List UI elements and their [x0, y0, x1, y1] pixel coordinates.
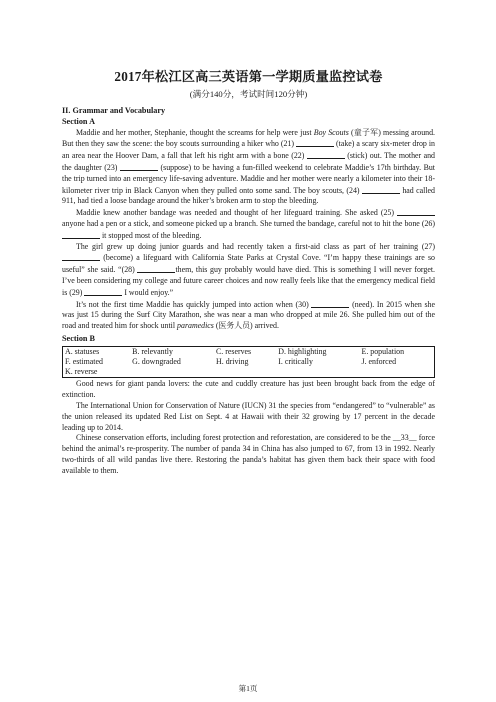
word-option: G. downgraded: [132, 356, 181, 366]
page-number: 第1页: [238, 684, 258, 693]
word-option: H. driving: [216, 356, 249, 366]
section-b-paragraph-3: [62, 433, 435, 476]
word-bank-row: [63, 357, 435, 367]
word-option: [360, 367, 435, 378]
text: (stick) out. The mother and the daughter (23): [62, 151, 435, 172]
answer-blank-22[interactable]: [307, 150, 345, 159]
text: in China has also jumped to 67, from 13 in 1992. Nearly two-thirds of all wild pandas live there. Restoring the panda’s habitat has given them back their space with food available to them.: [62, 444, 436, 475]
answer-blank-21[interactable]: [296, 138, 334, 147]
section-a-paragraph-1: [62, 128, 435, 208]
word-option: J. enforced: [361, 356, 397, 366]
section-b-heading: Section B: [62, 333, 95, 343]
text: (become) a lifeguard with California State Parks at Crystal Cove. “I’m happy these trainings are so useful” she said. “(28): [62, 253, 435, 275]
text: It’s not the first time Maddie has quickly jumped into action when (30): [76, 299, 312, 309]
word-option: [276, 367, 359, 378]
answer-blank-27[interactable]: [62, 252, 100, 261]
question-number-33[interactable]: __33__: [392, 433, 417, 443]
word-option: I. critically: [278, 356, 313, 366]
section-a-paragraph-4: [62, 299, 435, 332]
word-bank-row: [63, 346, 435, 357]
answer-blank-26[interactable]: [62, 230, 100, 239]
section-a-paragraph-3: [62, 242, 435, 299]
word-option: K. reverse: [65, 367, 98, 377]
word-option: C. reserves: [216, 346, 252, 356]
text: Chinese conservation efforts, including forest protection and reforestation, are considered to be the: [76, 433, 393, 443]
section-b-paragraph-2: [62, 401, 435, 433]
text: (童子军) messing around. But then they saw the scene: the boy scouts surrounding a hiker who (21): [62, 127, 436, 149]
text: (医务人员) arrived.: [213, 321, 279, 331]
exam-subtitle: (满分140分，考试时间120分钟): [189, 89, 308, 99]
italic-term: paramedics: [177, 321, 214, 331]
word-bank-table: [62, 346, 435, 379]
text: The International Union for Conservation of Nature (IUCN): [76, 400, 269, 410]
word-option: [214, 367, 276, 378]
word-option: F. estimated: [65, 356, 103, 366]
section-a-paragraph-2: [62, 207, 435, 241]
text: it stopped most of the bleeding.: [100, 230, 202, 240]
answer-blank-25[interactable]: [397, 207, 435, 216]
word-option: E. population: [361, 346, 405, 356]
text: The girl grew up doing junior guards and had recently taken a first-aid class as part of her training (27): [76, 241, 435, 251]
question-number-32[interactable]: 32: [301, 411, 310, 421]
word-option: B. relevantly: [132, 346, 173, 356]
text: Maddie and her mother, Stephanie, thought the screams for help were just: [76, 127, 314, 137]
text: the species from “endangered” to “vulnerable” as the union released its updated Red List on Sept. 4 at Hawaii with their: [62, 400, 435, 421]
answer-blank-23[interactable]: [120, 162, 158, 171]
question-number-34[interactable]: 34: [242, 444, 251, 454]
page-content: [62, 66, 435, 477]
text: growing by 17 percent in the decade leading up to 2014.: [62, 411, 435, 432]
text: I would enjoy.”: [122, 287, 174, 297]
word-bank-row: [63, 367, 435, 378]
exam-title: 2017年松江区高三英语第一学期质量监控试卷: [114, 69, 383, 84]
text: Maddie knew another bandage was needed and thought of her lifeguard training. She asked (25): [76, 208, 397, 218]
text: (need). In 2015 when she was just 15 during the Surf City Marathon, she was near a man who dropped at mile 26. She pulled him out of the road and treated him for shock until: [62, 299, 435, 331]
question-number-31[interactable]: 31: [268, 400, 277, 410]
answer-blank-30[interactable]: [311, 299, 349, 308]
answer-blank-29[interactable]: [84, 287, 122, 296]
text: (take) a scary six-meter drop in an area near the Hoover Dam, a fall that left his right arm with a bone (22): [62, 139, 435, 161]
part-heading: II. Grammar and Vocabulary: [62, 106, 166, 115]
word-option: A. statuses: [65, 346, 100, 356]
text: anyone had a pen or a stick, and someone picked up a branch. She turned the bandage, careful not to hit the bone (26): [62, 218, 435, 228]
word-option: [130, 367, 214, 378]
word-option: D. highlighting: [278, 346, 327, 356]
text: them, this guy probably would have died. This is something I will never forget. I’ve been considering my college and future career choices and now really feels like that the emergency medical field is (29): [62, 265, 435, 297]
text: force behind the animal’s re-prosperity. The number of panda: [62, 433, 435, 454]
italic-term: Boy Scouts: [313, 127, 349, 137]
text: had called 911, had tied a loose bandage around the hiker’s broken arm to stop the bleeding.: [62, 185, 435, 206]
section-b-paragraph-1: Good news for giant panda lovers: the cute and cuddly creature has just been brought back from the edge of extinction.: [62, 379, 435, 400]
answer-blank-28[interactable]: [137, 264, 175, 273]
text: (suppose) to be having a fun-filled weekend to celebrate Maddie’s 17th birthday. But the trip turned into an emergency life-saving adventure. Maddie and her mother were nearly a kilometer into their 18-kilometer river trip in Black Canyon when they pulled onto some sand. The boy scouts, (24): [62, 162, 435, 195]
section-a-heading: Section A: [62, 116, 95, 126]
answer-blank-24[interactable]: [362, 185, 400, 194]
